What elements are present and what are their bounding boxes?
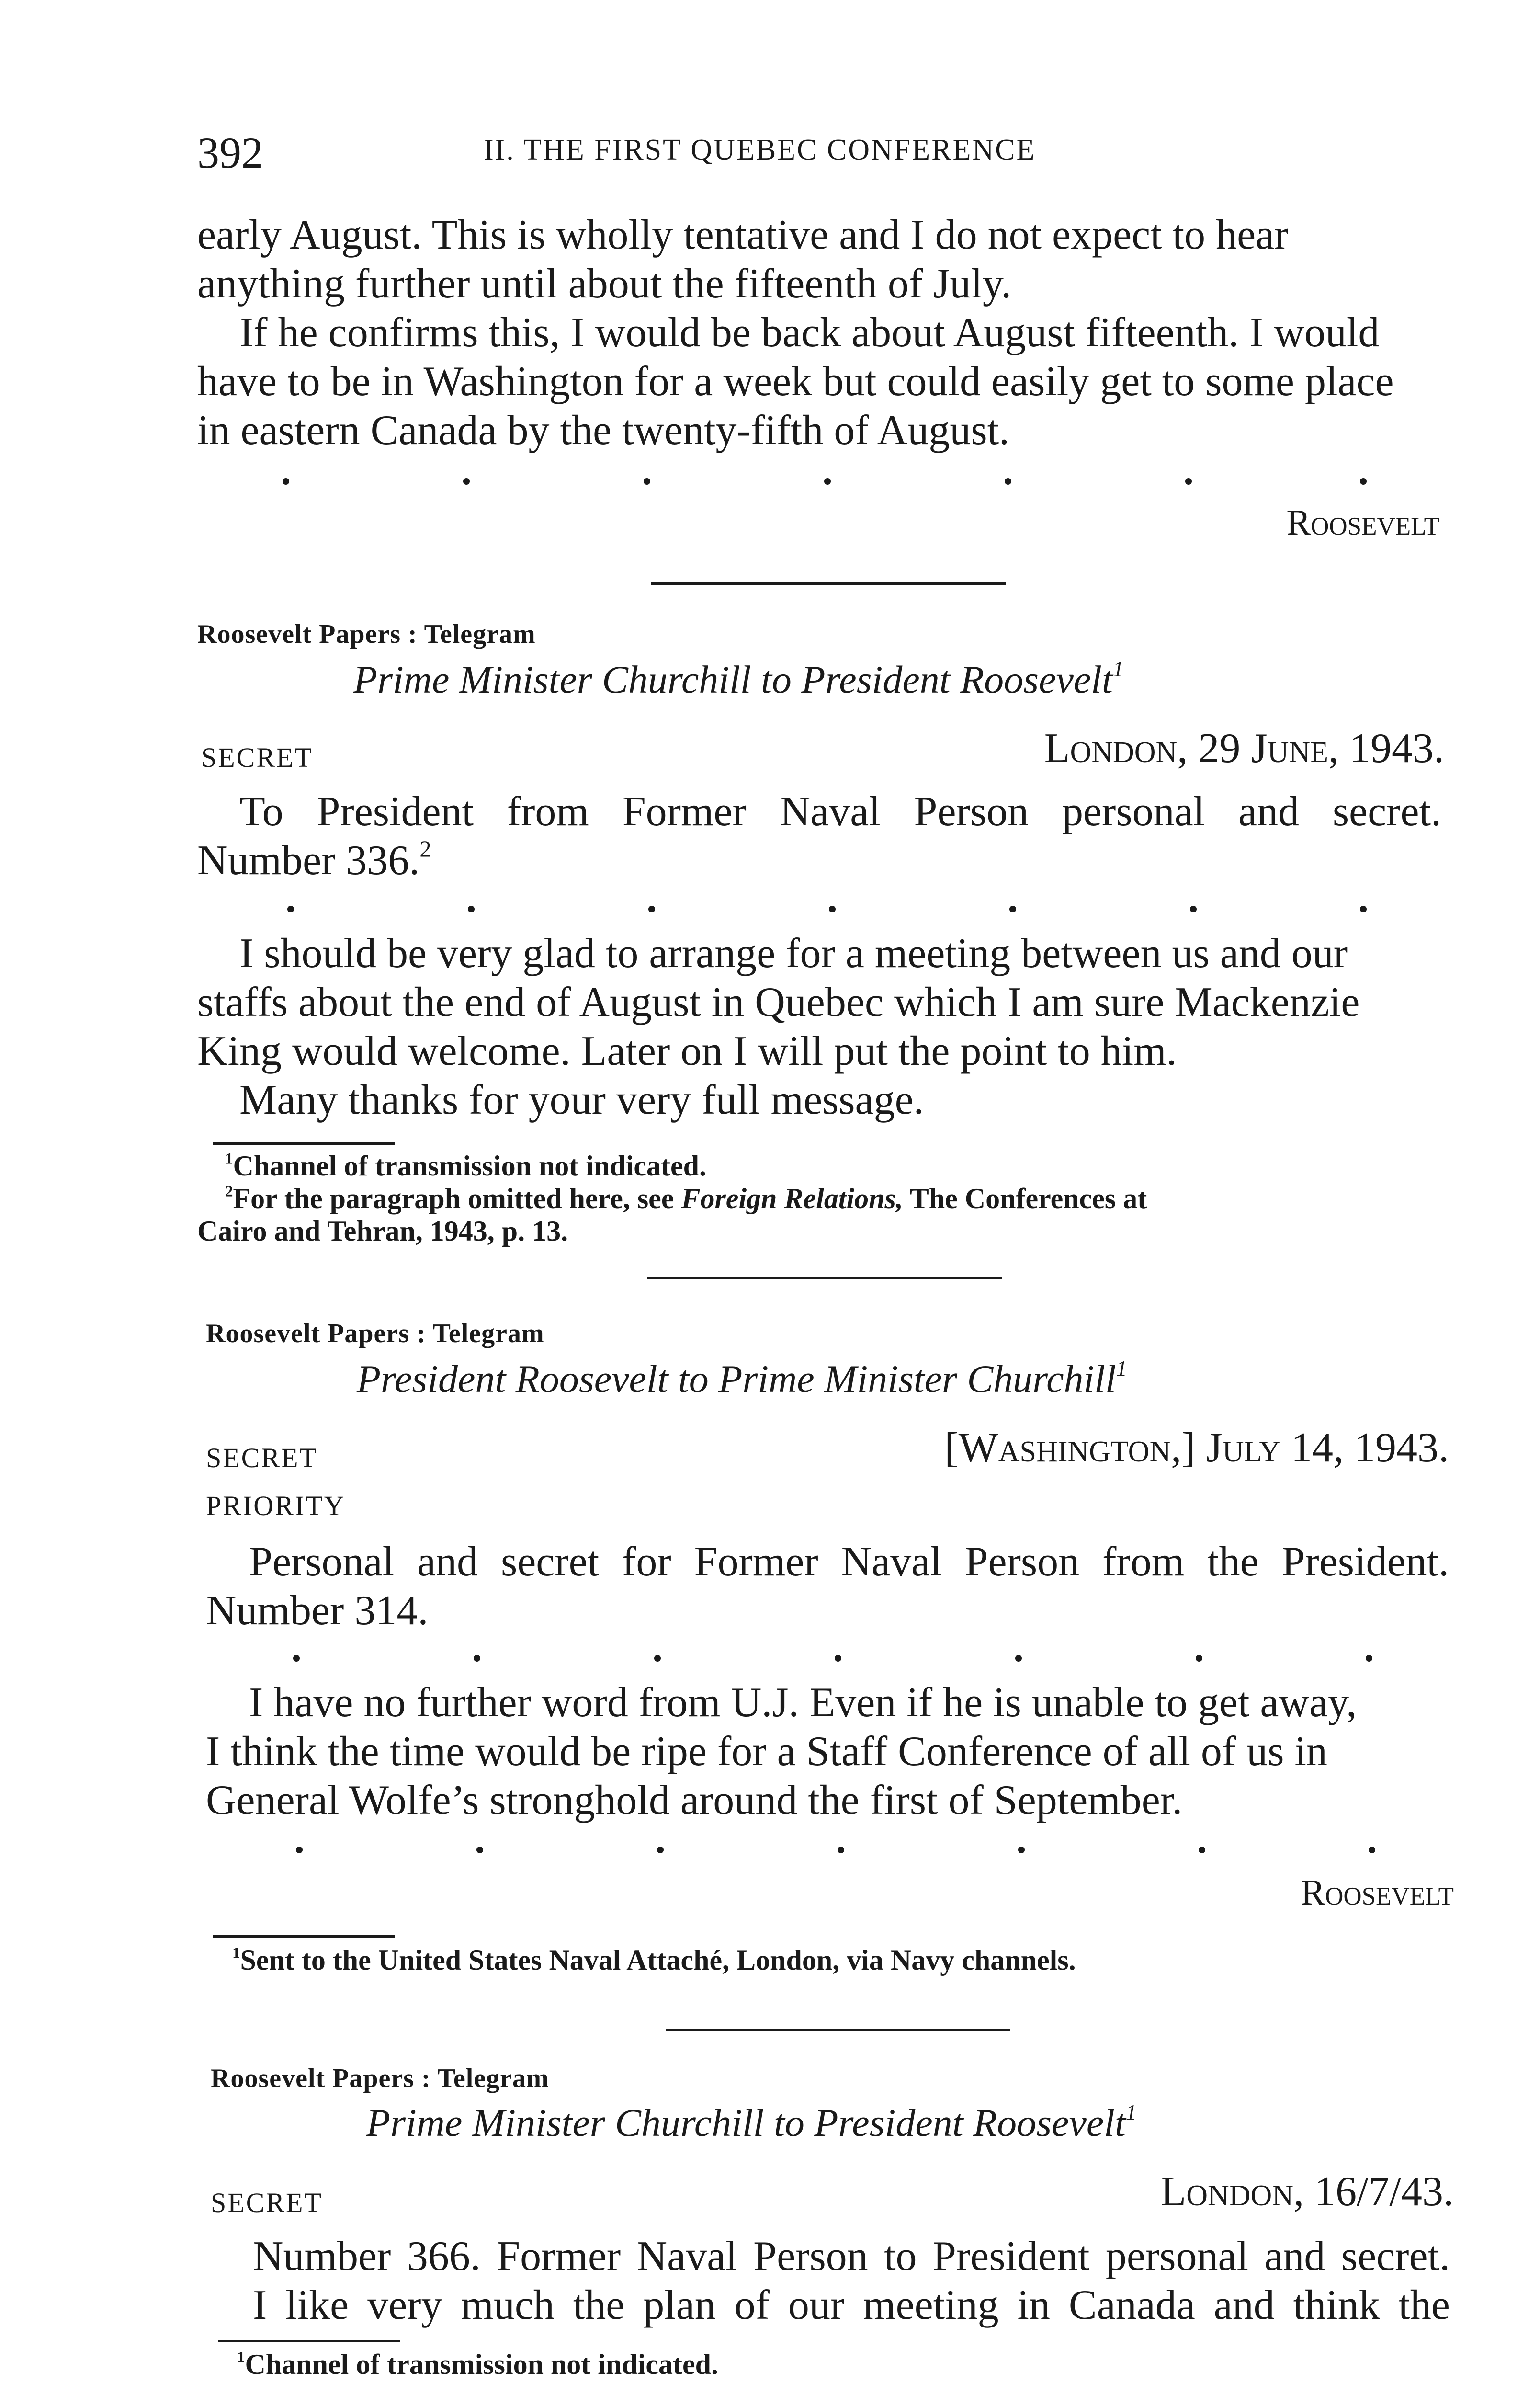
text-line: Personal and secret for Former Naval Person from the President. — [249, 1539, 1449, 1585]
source-line: Roosevelt Papers : Telegram — [206, 1319, 544, 1348]
section-divider — [647, 1277, 1002, 1279]
priority-label: PRIORITY — [206, 1490, 346, 1521]
text-line: Number 336.$^2$ — [197, 836, 431, 884]
footnote-continuation: Cairo and Tehran, 1943, p. 13. — [197, 1215, 568, 1247]
text-line: staffs about the end of August in Quebec which I am sure Mackenzie — [197, 979, 1360, 1026]
text-line: Number 366. Former Naval Person to President personal and secret. — [253, 2233, 1450, 2280]
section-divider — [651, 582, 1006, 585]
signature: Roosevelt — [1301, 1872, 1454, 1913]
footnote: $^1$Channel of transmission not indicated. — [225, 1150, 706, 1182]
ellipsis-row — [287, 904, 1370, 914]
document-title: Prime Minister Churchill to President Roosevelt$^1$ — [353, 657, 1124, 701]
footnote-rule — [213, 1142, 395, 1145]
place-date: London, 29 June, 1943. — [1044, 725, 1444, 772]
classification: SECRET — [211, 2187, 323, 2218]
text-line: King would welcome. Later on I will put the point to him. — [197, 1028, 1177, 1074]
ellipsis-row — [293, 1654, 1375, 1663]
text-line: early August. This is wholly tentative and I do not expect to hear — [197, 212, 1289, 258]
place-date: London, 16/7/43. — [1160, 2168, 1454, 2215]
text-line: I think the time would be ripe for a Staff Conference of all of us in — [206, 1728, 1327, 1775]
footnote: $^2$For the paragraph omitted here, see Foreign Relations, The Conferences at — [225, 1183, 1147, 1214]
footnote: $^1$Sent to the United States Naval Attaché, London, via Navy channels. — [232, 1944, 1076, 1976]
place-date: [Washington,] July 14, 1943. — [944, 1425, 1449, 1471]
text-line: have to be in Washington for a week but could easily get to some place — [197, 358, 1394, 405]
running-head: II. THE FIRST QUEBEC CONFERENCE — [484, 134, 1036, 166]
signature: Roosevelt — [1286, 502, 1439, 543]
text-line: To President from Former Naval Person personal and secret. — [239, 788, 1441, 835]
text-line: I like very much the plan of our meeting in Canada and think the — [253, 2282, 1450, 2328]
document-title: President Roosevelt to Prime Minister Churchill$^1$ — [357, 1357, 1127, 1401]
footnote: $^1$Channel of transmission not indicated. — [237, 2349, 718, 2380]
footnote-rule — [213, 1935, 395, 1938]
section-divider — [666, 2029, 1010, 2031]
ellipsis-row — [296, 1845, 1378, 1855]
text-line: anything further until about the fifteenth of July. — [197, 261, 1012, 307]
text-line: If he confirms this, I would be back about August fifteenth. I would — [239, 309, 1380, 356]
classification: SECRET — [201, 742, 313, 773]
ellipsis-row — [283, 477, 1365, 486]
text-line: Number 314. — [206, 1587, 429, 1634]
document-title: Prime Minister Churchill to President Roosevelt$^1$ — [366, 2100, 1137, 2144]
footnote-rule — [218, 2340, 400, 2342]
text-line: in eastern Canada by the twenty-fifth of August. — [197, 407, 1010, 454]
source-line: Roosevelt Papers : Telegram — [211, 2064, 549, 2093]
text-line: General Wolfe’s stronghold around the first of September. — [206, 1777, 1183, 1824]
page-number: 392 — [197, 128, 263, 177]
text-line: Many thanks for your very full message. — [239, 1077, 924, 1123]
source-line: Roosevelt Papers : Telegram — [197, 619, 536, 649]
text-line: I have no further word from U.J. Even if he is unable to get away, — [249, 1679, 1357, 1726]
classification: SECRET — [206, 1442, 318, 1473]
text-line: I should be very glad to arrange for a meeting between us and our — [239, 930, 1348, 977]
